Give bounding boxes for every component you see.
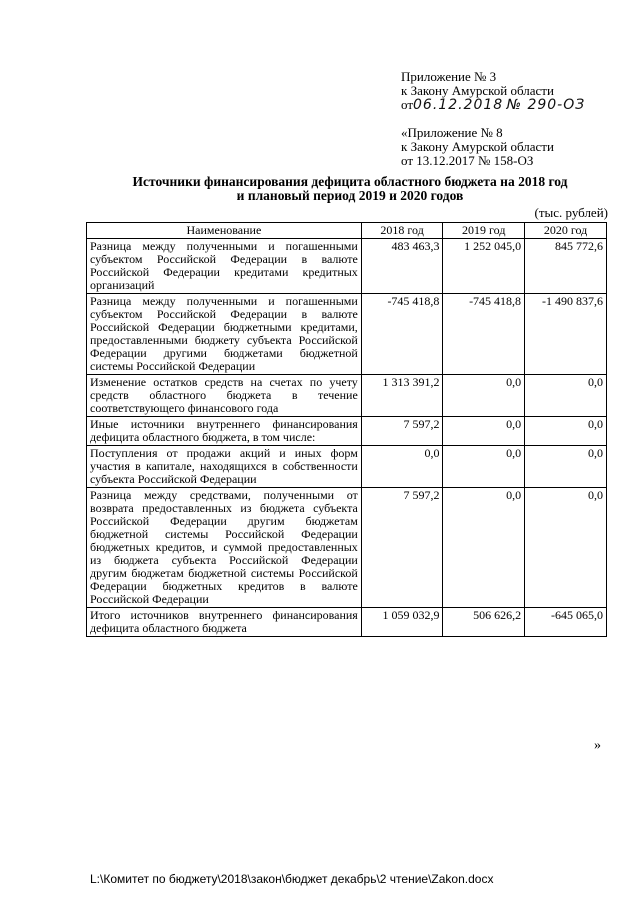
table-row xyxy=(87,294,607,375)
closing-quote: » xyxy=(594,738,601,753)
table-row xyxy=(87,446,607,488)
handwritten-date: 06.12.2018 xyxy=(413,97,504,113)
table-row xyxy=(87,239,607,294)
row-2020: 0,0 xyxy=(525,446,607,488)
table-row xyxy=(87,375,607,417)
row-2018: 1 059 032,9 xyxy=(361,608,443,637)
original-appendix-date: от 13.12.2017 № 158-ОЗ xyxy=(401,153,534,168)
row-2020: 0,0 xyxy=(525,488,607,608)
row-name: Изменение остатков средств на счетах по учету средств областного бюджета в течение соответствующего финансового года xyxy=(87,375,362,417)
row-2019: 0,0 xyxy=(443,417,525,446)
title-line-2: и плановый период 2019 и 2020 годов xyxy=(236,188,464,203)
row-name: Поступления от продажи акций и иных форм участия в капитале, находящихся в собственности субъекта Российской Федерации xyxy=(87,446,362,488)
original-appendix-law: к Закону Амурской области xyxy=(401,139,554,154)
file-path-footer: L:\Комитет по бюджету\2018\закон\бюджет декабрь\2 чтение\Zakon.docx xyxy=(90,872,494,886)
row-name: Иные источники внутреннего финансирования дефицита областного бюджета, в том числе: xyxy=(87,417,362,446)
row-name: Разница между полученными и погашенными субъектом Российской Федерации в валюте Российской Федерации бюджетными кредитами, предоставленными бюджету субъекта Российской Федерации другими бюджетами бюджетной системы Российской Федерации xyxy=(87,294,362,375)
row-2019: 0,0 xyxy=(443,446,525,488)
row-2019: 1 252 045,0 xyxy=(443,239,525,294)
budget-sources-table xyxy=(86,222,607,637)
row-2019: -745 418,8 xyxy=(443,294,525,375)
header-2019: 2019 год xyxy=(443,223,525,239)
appendix-law: к Закону Амурской области xyxy=(401,83,554,98)
appendix-original-block xyxy=(401,126,626,168)
row-2019: 506 626,2 xyxy=(443,608,525,637)
appendix-date-line xyxy=(401,98,626,112)
header-2018: 2018 год xyxy=(361,223,443,239)
row-2020: 845 772,6 xyxy=(525,239,607,294)
original-appendix-number: «Приложение № 8 xyxy=(401,125,503,140)
table-row xyxy=(87,488,607,608)
row-2020: -1 490 837,6 xyxy=(525,294,607,375)
table-header-row xyxy=(87,223,607,239)
appendix-current-block xyxy=(401,70,626,112)
header-2020: 2020 год xyxy=(525,223,607,239)
row-name: Разница между полученными и погашенными субъектом Российской Федерации в валюте Российской Федерации кредитами кредитных организаций xyxy=(87,239,362,294)
header-name: Наименование xyxy=(87,223,362,239)
row-2020: 0,0 xyxy=(525,375,607,417)
appendix-number: Приложение № 3 xyxy=(401,69,497,84)
row-2020: -645 065,0 xyxy=(525,608,607,637)
row-2018: 1 313 391,2 xyxy=(361,375,443,417)
handwritten-number: № 290-ОЗ xyxy=(506,97,586,113)
row-2019: 0,0 xyxy=(443,375,525,417)
title-line-1: Источники финансирования дефицита областного бюджета на 2018 год xyxy=(132,174,568,189)
row-2018: 483 463,3 xyxy=(361,239,443,294)
appendix-date-prefix: от xyxy=(401,97,414,112)
row-name: Разница между средствами, полученными от возврата предоставленных из бюджета субъекта Российской Федерации другим бюджетам бюджетной системы Российской Федерации бюджетных кредитов, и суммой предоставленных из бюджета субъекта Российской Федерации другим бюджетам бюджетной системы Российской Федерации бюджетных кредитов в валюте Российской Федерации xyxy=(87,488,362,608)
row-2018: 7 597,2 xyxy=(361,417,443,446)
row-2018: 0,0 xyxy=(361,446,443,488)
document-title xyxy=(60,175,640,203)
row-2020: 0,0 xyxy=(525,417,607,446)
row-name: Итого источников внутреннего финансирования дефицита областного бюджета xyxy=(87,608,362,637)
table-row xyxy=(87,417,607,446)
table-row xyxy=(87,608,607,637)
units-label: (тыс. рублей) xyxy=(534,205,608,220)
row-2018: -745 418,8 xyxy=(361,294,443,375)
row-2018: 7 597,2 xyxy=(361,488,443,608)
row-2019: 0,0 xyxy=(443,488,525,608)
